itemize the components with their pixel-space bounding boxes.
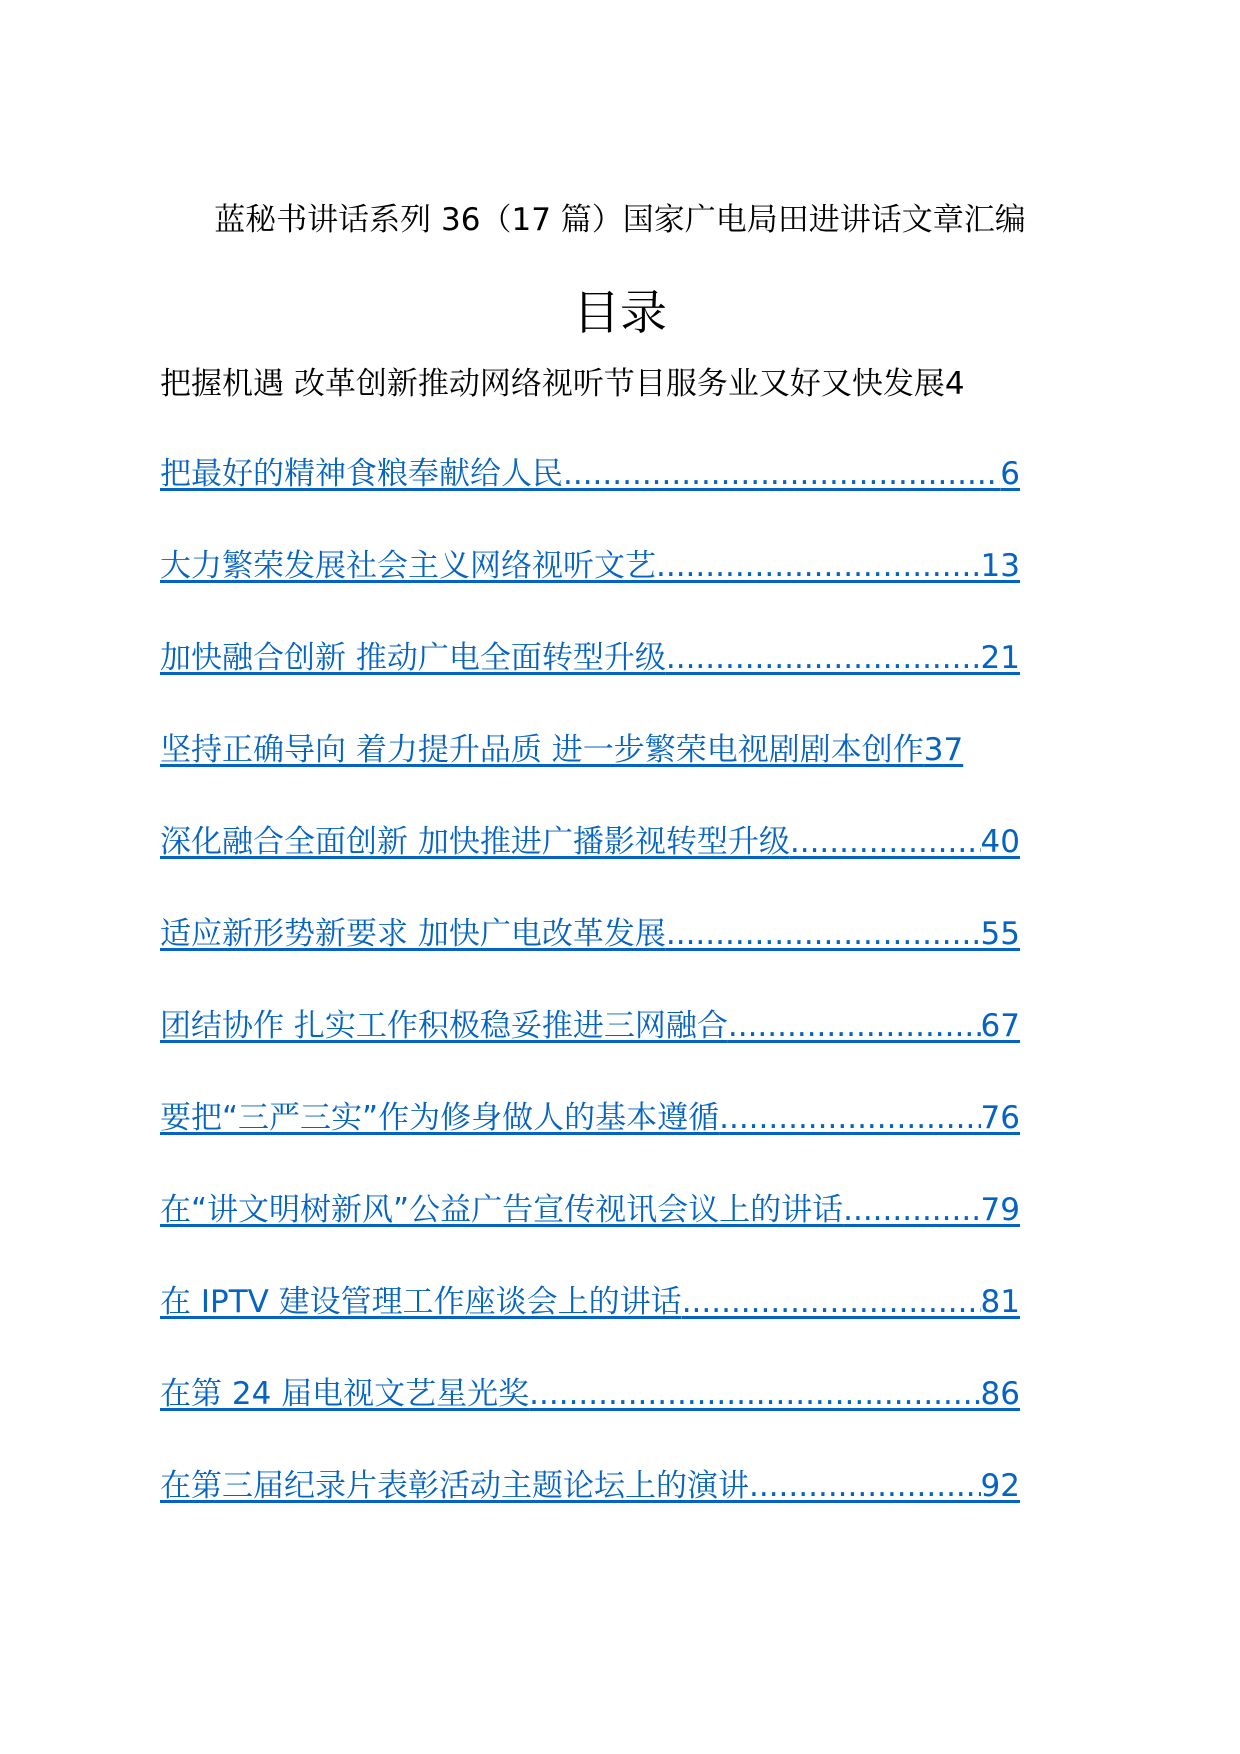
toc-first-entry-page: 4: [944, 366, 965, 402]
toc-entry-link[interactable]: [160, 636, 1020, 728]
toc-list: [160, 452, 1020, 1556]
toc-entry-link[interactable]: [160, 820, 1020, 912]
toc-entry-page: 55: [980, 916, 1020, 952]
toc-dot-leader: [656, 544, 981, 588]
toc-entry-page: 37: [923, 732, 964, 768]
toc-dot-leader: [666, 912, 981, 956]
document-title: 蓝秘书讲话系列 36（17 篇）国家广电局田进讲话文章汇编: [214, 202, 1026, 238]
toc-entry-page: 92: [980, 1468, 1020, 1504]
toc-dot-leader: [666, 636, 981, 680]
toc-dot-leader: [529, 1372, 980, 1416]
toc-entry-link[interactable]: [160, 1280, 1020, 1372]
toc-entry-link[interactable]: [160, 1372, 1020, 1464]
toc-first-entry: [160, 362, 965, 406]
toc-entry-page: 86: [980, 1376, 1020, 1412]
toc-dot-leader: [843, 1188, 980, 1232]
toc-entry-title: 在 IPTV 建设管理工作座谈会上的讲话: [160, 1284, 682, 1320]
toc-entry-title: 加快融合创新 推动广电全面转型升级: [160, 640, 666, 676]
toc-dot-leader: [790, 820, 981, 864]
toc-entry-title: 在第 24 届电视文艺星光奖: [160, 1376, 530, 1412]
toc-entry-link[interactable]: [160, 452, 1020, 544]
toc-entry-page: 13: [980, 548, 1020, 584]
toc-entry-page: 81: [980, 1284, 1020, 1320]
toc-entry-title: 要把“三严三实”作为修身做人的基本遵循: [160, 1100, 720, 1136]
toc-entry-page: 79: [980, 1192, 1020, 1228]
toc-entry-page: 21: [980, 640, 1020, 676]
toc-entry-link[interactable]: [160, 912, 1020, 1004]
toc-entry-page: 40: [980, 824, 1020, 860]
toc-dot-leader: [728, 1004, 981, 1048]
toc-dot-leader: [719, 1096, 980, 1140]
toc-entry-link[interactable]: [160, 1004, 1020, 1096]
toc-entry-title: 在第三届纪录片表彰活动主题论坛上的演讲: [160, 1468, 749, 1504]
toc-entry-page: 67: [980, 1008, 1020, 1044]
toc-entry-page: 76: [980, 1100, 1020, 1136]
toc-entry-title: 把最好的精神食粮奉献给人民: [160, 456, 563, 492]
toc-entry-link[interactable]: [160, 728, 1020, 820]
toc-entry-title: 大力繁荣发展社会主义网络视听文艺: [160, 548, 656, 584]
toc-entry-title: 坚持正确导向 着力提升品质 进一步繁荣电视剧剧本创作: [160, 732, 924, 768]
toc-entry-title: 在“讲文明树新风”公益广告宣传视讯会议上的讲话: [160, 1192, 844, 1228]
toc-entry-page: 6: [1000, 456, 1020, 492]
toc-dot-leader: [682, 1280, 981, 1324]
toc-first-entry-title: 把握机遇 改革创新推动网络视听节目服务业又好又快发展: [160, 366, 945, 402]
toc-heading: 目录: [573, 286, 667, 341]
toc-entry-link[interactable]: [160, 1096, 1020, 1188]
toc-entry-link[interactable]: [160, 1188, 1020, 1280]
toc-entry-link[interactable]: [160, 544, 1020, 636]
toc-entry-title: 适应新形势新要求 加快广电改革发展: [160, 916, 666, 952]
toc-entry-title: 深化融合全面创新 加快推进广播影视转型升级: [160, 824, 790, 860]
toc-entry-title: 团结协作 扎实工作积极稳妥推进三网融合: [160, 1008, 728, 1044]
toc-entry-link[interactable]: [160, 1464, 1020, 1556]
toc-dot-leader: [749, 1464, 981, 1508]
toc-dot-leader: [563, 452, 1000, 496]
